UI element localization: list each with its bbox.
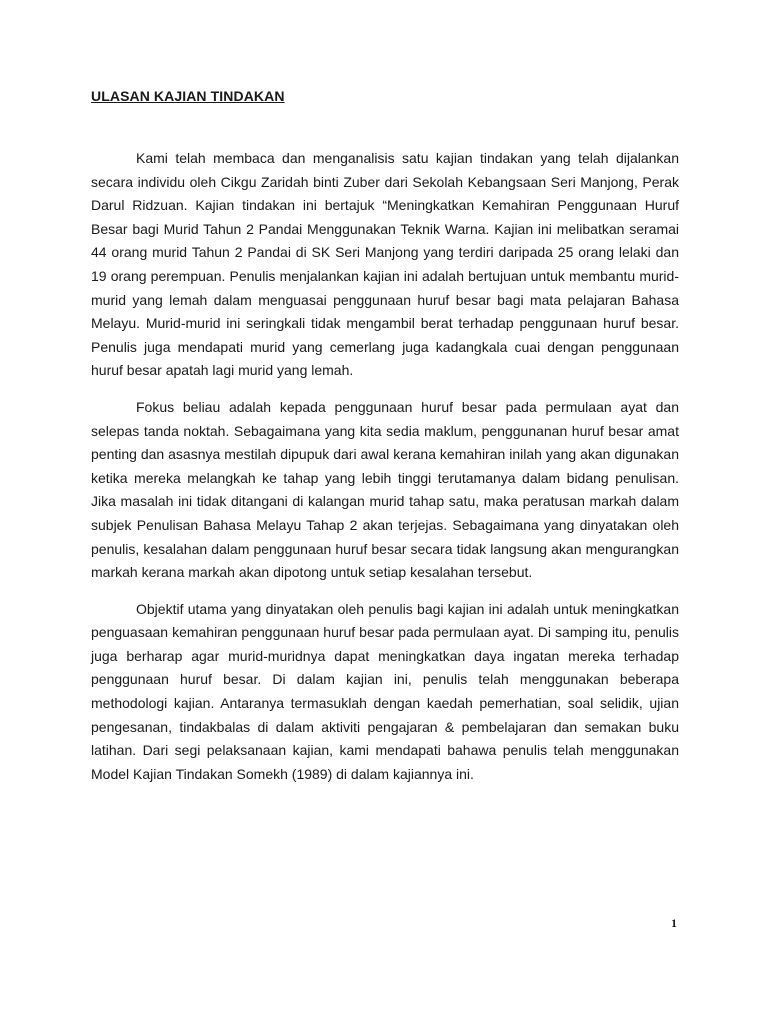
paragraph-1: Kami telah membaca dan menganalisis satu kajian tindakan yang telah dijalankan secara individu oleh Cikgu Zaridah binti Zuber dari Sekolah Kebangsaan Seri Manjong, Perak Darul Ridzuan. Kajian tindakan ini bertajuk “Meningkatkan Kemahiran Penggunaan Huruf Besar bagi Murid Tahun 2 Pandai Menggunakan Teknik Warna. Kajian ini melibatkan seramai 44 orang murid Tahun 2 Pandai di SK Seri Manjong yang terdiri daripada 25 orang lelaki dan 19 orang perempuan. Penulis menjalankan kajian ini adalah bertujuan untuk membantu murid-murid yang lemah dalam menguasai penggunaan huruf besar bagi mata pelajaran Bahasa Melayu. Murid-murid ini seringkali tidak mengambil berat terhadap penggunaan huruf besar. Penulis juga mendapati murid yang cemerlang juga kadangkala cuai dengan penggunaan huruf besar apatah lagi murid yang lemah. [91, 150, 679, 379]
document-body [91, 147, 679, 799]
paragraph-3: Objektif utama yang dinyatakan oleh penulis bagi kajian ini adalah untuk meningkatkan penguasaan kemahiran penggunaan huruf besar pada permulaan ayat. Di samping itu, penulis juga berharap agar murid-muridnya dapat meningkatkan daya ingatan mereka terhadap penggunaan huruf besar. Di dalam kajian ini, penulis telah menggunakan beberapa methodologi kajian. Antaranya termasuklah dengan kaedah pemerhatian, soal selidik, ujian pengesanan, tindakbalas di dalam aktiviti pengajaran & pembelajaran dan semakan buku latihan. Dari segi pelaksanaan kajian, kami mendapati bahawa penulis telah menggunakan Model Kajian Tindakan Somekh (1989) di dalam kajiannya ini. [91, 600, 679, 782]
page-number: 1 [671, 916, 677, 930]
paragraph-2: Fokus beliau adalah kepada penggunaan huruf besar pada permulaan ayat dan selepas tanda noktah. Sebagaimana yang kita sedia maklum, penggunanan huruf besar amat penting dan asasnya mestilah dipupuk dari awal kerana kemahiran inilah yang akan digunakan ketika mereka melangkah ke tahap yang lebih tinggi terutamanya dalam bidang penulisan. Jika masalah ini tidak ditangani di kalangan murid tahap satu, maka peratusan markah dalam subjek Penulisan Bahasa Melayu Tahap 2 akan terjejas. Sebagaimana yang dinyatakan oleh penulis, kesalahan dalam penggunaan huruf besar secara tidak langsung akan mengurangkan markah kerana markah akan dipotong untuk setiap kesalahan tersebut. [91, 398, 679, 581]
document-title: ULASAN KAJIAN TINDAKAN [91, 88, 285, 104]
